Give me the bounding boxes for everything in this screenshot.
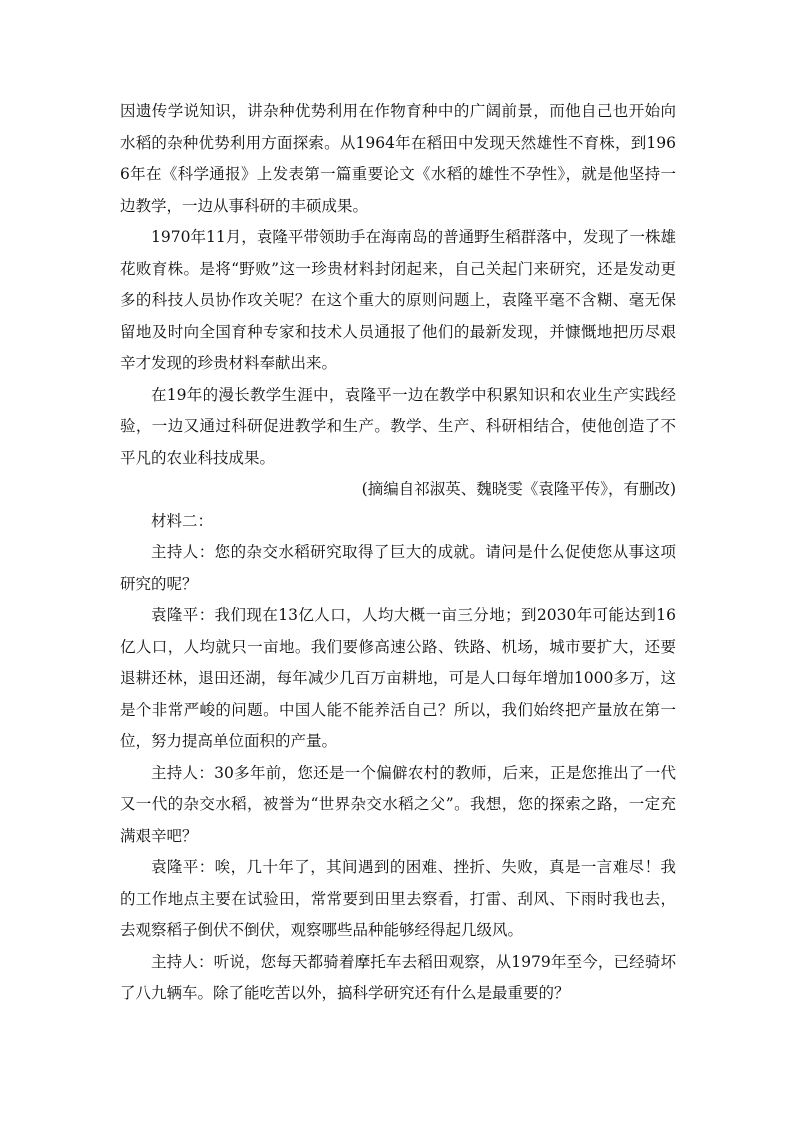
source-citation: (摘编自祁淑英、魏晓雯《袁隆平传》，有删改) <box>361 480 676 498</box>
interview-host-question-3: 主持人：听说，您每天都骑着摩托车去稻田观察，从1979年至今，已经骑坏了八九辆车。除了能吃苦以外，搞科学研究还有什么是最重要的？ <box>120 952 676 1002</box>
paragraph-continuation: 因遗传学说知识，讲杂种优势利用在作物育种中的广阔前景，而他自己也开始向水稻的杂种优势利用方面探索。从1964年在稻田中发现天然雄性不育株，到1966年在《科学通报》上发表第一篇重要论文《水稻的雄性不孕性》，就是他坚持一边教学，一边从事科研的丰硕成果。 <box>120 102 676 215</box>
paragraph-wild-abortive-discovery: 1970年11月，袁隆平带领助手在海南岛的普通野生稻群落中，发现了一株雄花败育株。是将“野败”这一珍贵材料封闭起来，自己关起门来研究，还是发动更多的科技人员协作攻关呢？在这个重大的原则问题上，袁隆平毫不含糊、毫无保留地及时向全国育种专家和技术人员通报了他们的最新发现，并慷慨地把历尽艰辛才发现的珍贵材料奉献出来。 <box>120 228 676 372</box>
interview-answer-1: 袁隆平：我们现在13亿人口，人均大概一亩三分地；到2030年可能达到16亿人口，人均就只一亩地。我们要修高速公路、铁路、机场，城市要扩大，还要退耕还林，退田还湖，每年减少几百万亩耕地，可是人口每年增加1000多万，这是个非常严峻的问题。中国人能不能养活自己？所以，我们始终把产量放在第一位，努力提高单位面积的产量。 <box>120 606 676 750</box>
interview-host-question-2: 主持人：30多年前，您还是一个偏僻农村的教师，后来，正是您推出了一代又一代的杂交水稻，被誉为“世界杂交水稻之父”。我想，您的探索之路，一定充满艰辛吧？ <box>120 763 676 845</box>
material-two-heading: 材料二： <box>151 511 214 530</box>
paragraph-teaching-career: 在19年的漫长教学生涯中，袁隆平一边在教学中积累知识和农业生产实践经验，一边又通过科研促进教学和生产。教学、生产、科研相结合，使他创造了不平凡的农业科技成果。 <box>120 385 676 467</box>
interview-answer-2: 袁隆平：唉，几十年了，其间遇到的困难、挫折、失败，真是一言难尽！我的工作地点主要在试验田，常常要到田里去察看，打雷、刮风、下雨时我也去，去观察稻子倒伏不倒伏，观察哪些品种能够经得起几级风。 <box>120 858 676 939</box>
interview-host-question-1: 主持人：您的杂交水稻研究取得了巨大的成就。请问是什么促使您从事这项研究的呢？ <box>120 543 676 593</box>
